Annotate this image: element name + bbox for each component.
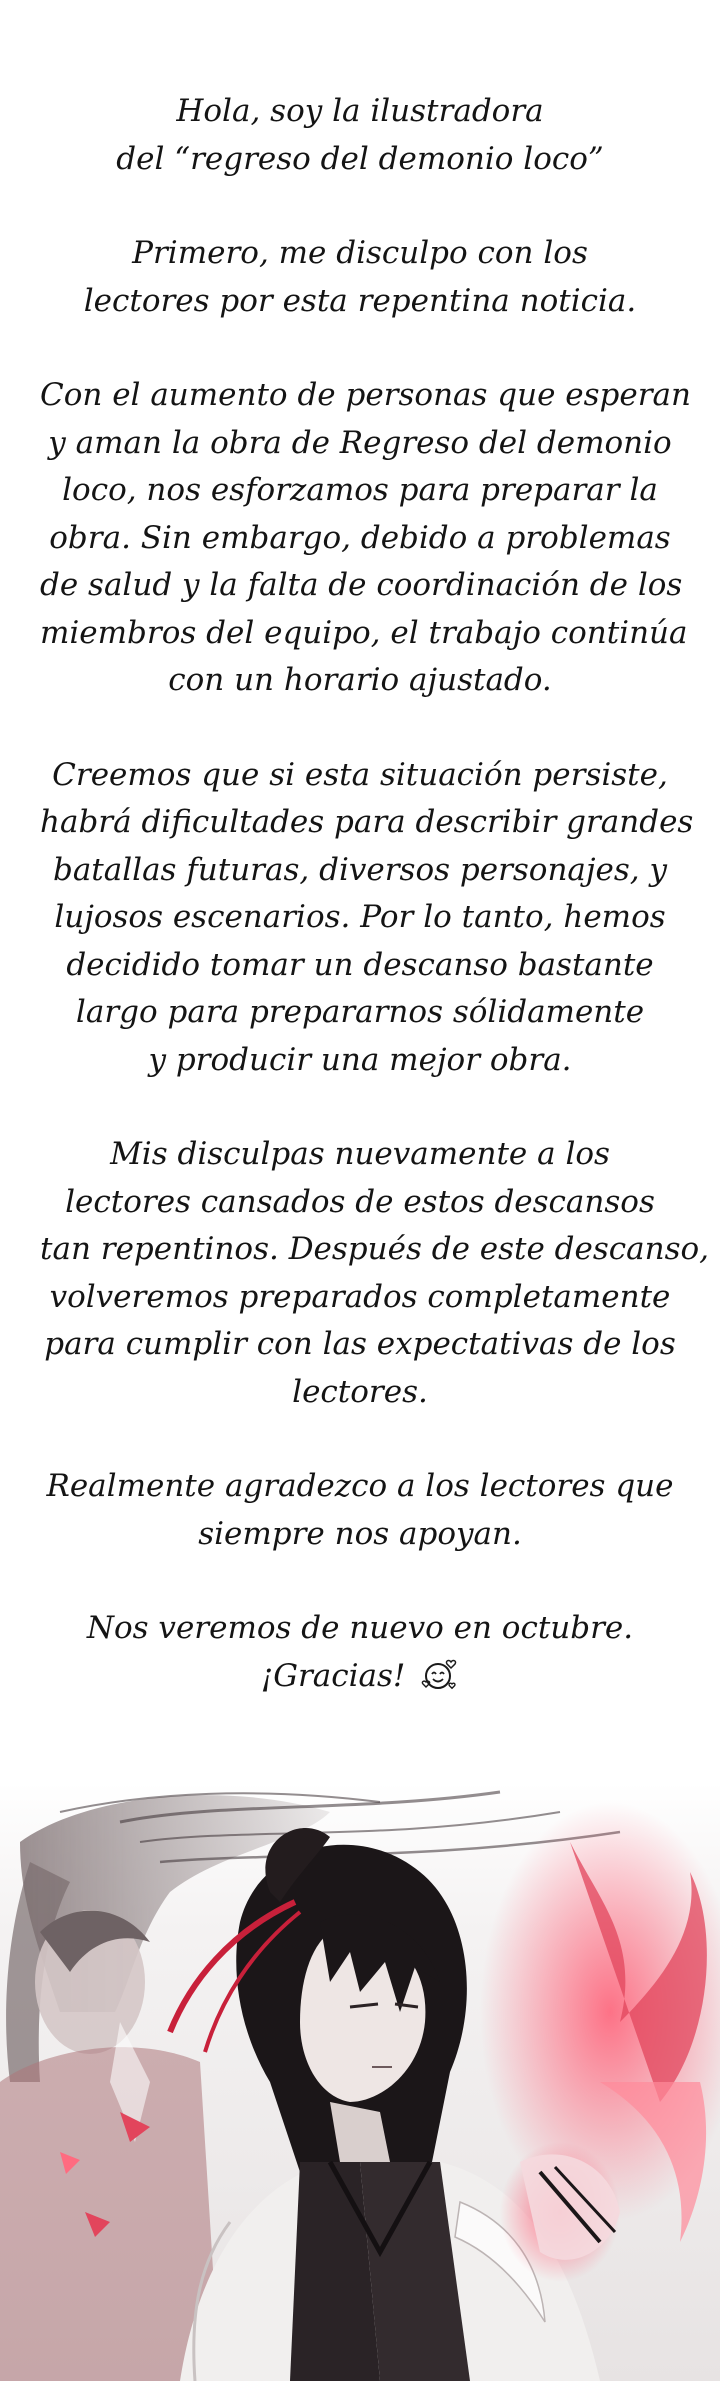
text-line: Creemos que si esta situación persiste,: [52, 756, 668, 793]
text-line: para cumplir con las expectativas de los: [44, 1326, 676, 1362]
paragraph-thanks: [40, 1463, 680, 1558]
text-line: del “regreso del demonio loco”: [116, 140, 604, 177]
text-line: Hola, soy la ilustradora: [176, 93, 544, 129]
text-line: loco, nos esforzamos para preparar la: [62, 472, 658, 508]
text-line: decidido tomar un descanso bastante: [66, 946, 654, 983]
text-line: largo para prepararnos sólidamente: [75, 994, 645, 1030]
text-line: y producir una mejor obra.: [148, 1041, 572, 1078]
red-hand-glow: [500, 2142, 620, 2282]
text-line: de salud y la falta de coordinación de los: [40, 567, 683, 603]
paragraph-farewell: [40, 1605, 680, 1700]
text-line: siempre nos apoyan.: [198, 1515, 522, 1552]
face-with-hearts-icon: [421, 1658, 459, 1692]
text-line: habrá dificultades para describir grandes: [40, 804, 694, 840]
text-line: miembros del equipo, el trabajo continúa: [40, 614, 688, 651]
paragraph-context: [40, 372, 691, 705]
text-line: volveremos preparados completamente: [49, 1278, 671, 1315]
text-line: Nos veremos de nuevo en octubre.: [86, 1610, 634, 1646]
paragraph-decision: [40, 752, 694, 1085]
text-line: Primero, me disculpo con los: [132, 235, 588, 271]
text-line: Mis disculpas nuevamente a los: [110, 1136, 610, 1172]
text-line: y aman la obra de Regreso del demonio: [48, 424, 672, 461]
text-line: lectores por esta repentina noticia.: [83, 282, 637, 319]
text-line: Realmente agradezco a los lectores que: [46, 1468, 674, 1504]
closing-line: [40, 1653, 680, 1701]
text-line: con un horario ajustado.: [168, 662, 552, 698]
paragraph-return: [40, 1131, 710, 1416]
closing-text: ¡Gracias!: [260, 1657, 406, 1694]
text-line: lujosos escenarios. Por lo tanto, hemos: [54, 899, 666, 935]
text-line: tan repentinos. Después de este descanso,: [40, 1231, 710, 1267]
letter-text: [40, 88, 710, 1747]
two-swordsmen-illustration: [0, 1782, 720, 2381]
text-line: lectores cansados de estos descansos: [65, 1183, 655, 1220]
text-line: batallas futuras, diversos personajes, y: [52, 851, 667, 888]
paragraph-greeting: [40, 88, 680, 183]
text-line: Con el aumento de personas que esperan: [40, 377, 691, 413]
paragraph-apology: [40, 230, 680, 325]
text-line: obra. Sin embargo, debido a problemas: [49, 519, 671, 556]
text-line: lectores.: [292, 1373, 428, 1410]
